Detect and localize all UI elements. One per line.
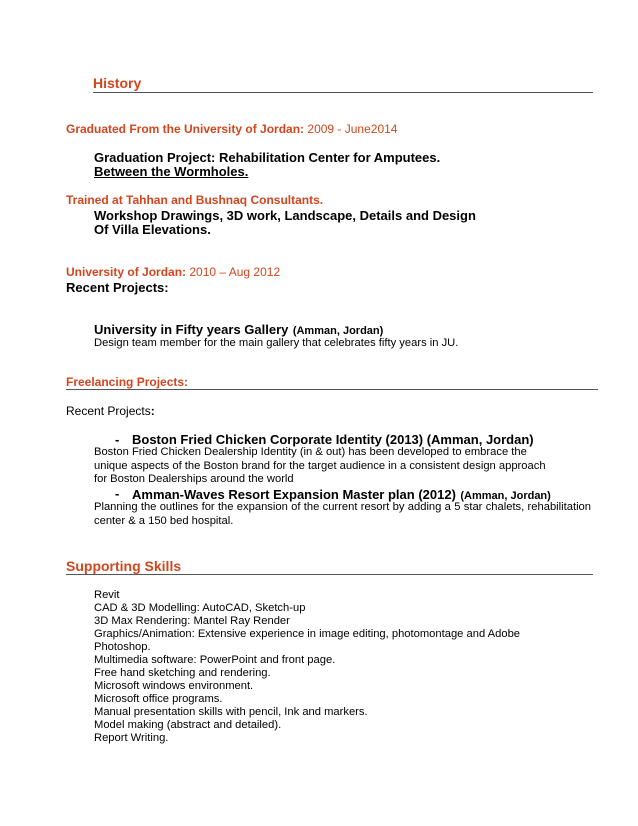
skills-rule (66, 574, 593, 575)
skill-item: Photoshop. (94, 641, 151, 653)
uj-line (66, 265, 280, 279)
trained-label: Trained at Tahhan and Bushnaq Consultants. (66, 193, 324, 207)
skill-item: CAD & 3D Modelling: AutoCAD, Sketch-up (94, 602, 306, 614)
freelancing-recent-colon: : (150, 404, 155, 418)
trained-line2: Of Villa Elevations. (94, 222, 211, 237)
skill-item: Free hand sketching and rendering. (94, 667, 271, 679)
project2-location: (Amman, Jordan) (460, 490, 551, 502)
skills-list (94, 589, 520, 745)
freelancing-rule (66, 389, 598, 390)
skill-item: 3D Max Rendering: Mantel Ray Render (94, 615, 290, 627)
gallery-title: University in Fifty years Gallery (94, 322, 289, 337)
trained-line1: Workshop Drawings, 3D work, Landscape, Details and Design (94, 208, 476, 223)
project2-title: Amman-Waves Resort Expansion Master plan (2012) (132, 487, 456, 502)
skill-item: Graphics/Animation: Extensive experience in image editing, photomontage and Adobe (94, 628, 521, 640)
skills-heading: Supporting Skills (66, 558, 182, 574)
uj-label: University of Jordan: (66, 265, 187, 279)
skill-item: Microsoft office programs. (94, 693, 223, 705)
skill-item: Model making (abstract and detailed). (94, 719, 282, 731)
project2-bullet: - (115, 486, 120, 501)
history-rule (93, 92, 593, 93)
project2-desc: Planning the outlines for the expansion of the current resort by adding a 5 star chalets, rehabilitation center & a 150 bed hospital. (94, 501, 591, 527)
project1-desc-line1: Boston Fried Chicken Dealership Identity (in & out) has been developed to embrace the (94, 446, 527, 458)
graduated-line (66, 122, 397, 136)
skill-item: Report Writing. (94, 732, 169, 744)
graduated-label: Graduated From the University of Jordan: (66, 122, 305, 136)
skill-item: Revit (94, 589, 120, 601)
skill-item: Manual presentation skills with pencil, Ink and markers. (94, 706, 368, 718)
project1-bullet: - (115, 432, 120, 447)
freelancing-recent-projects: Recent Projects (66, 404, 151, 418)
project1-desc-line2: unique aspects of the Boston brand for the target audience in a consistent design approach (94, 460, 546, 472)
freelancing-recent-line (66, 404, 155, 418)
graduation-project-line2: Between the Wormholes. (94, 164, 249, 179)
graduation-project-line1: Graduation Project: Rehabilitation Center for Amputees. (94, 150, 441, 165)
uj-dates: 2010 – Aug 2012 (189, 265, 281, 279)
freelancing-heading: Freelancing Projects: (66, 375, 189, 389)
project1-desc-line3: for Boston Dealerships around the world (94, 473, 294, 485)
uj-recent-projects: Recent Projects: (66, 280, 169, 295)
gallery-location: (Amman, Jordan) (292, 325, 384, 337)
history-heading: History (93, 75, 142, 91)
gallery-desc: Design team member for the main gallery that celebrates fifty years in JU. (94, 337, 459, 349)
skill-item: Microsoft windows environment. (94, 680, 254, 692)
skill-item: Multimedia software: PowerPoint and front page. (94, 654, 336, 666)
graduated-dates: 2009 - June2014 (307, 122, 398, 136)
project1-title: Boston Fried Chicken Corporate Identity (2013) (Amman, Jordan) (132, 432, 534, 447)
